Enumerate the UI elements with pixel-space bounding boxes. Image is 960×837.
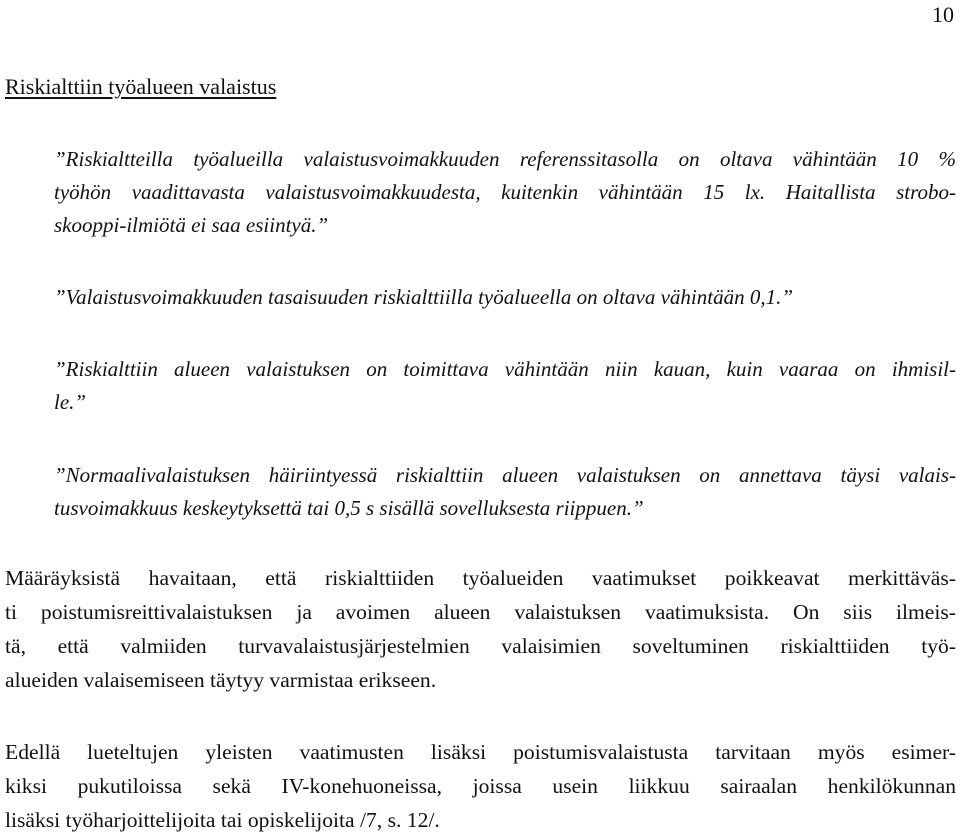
quote-line: skooppi-ilmiötä ei saa esiintyä.” [54, 213, 329, 237]
paragraph-line: Määräyksistä havaitaan, että riskialttiiden työalueiden vaatimukset poikkeavat merkittäväs- [5, 566, 956, 590]
quote-block [54, 143, 956, 242]
quote-line: le.” [54, 390, 87, 414]
paragraph-line: kiksi pukutiloissa sekä IV-konehuoneissa, joissa usein liikkuu sairaalan henkilökunnan [5, 774, 956, 798]
paragraph-line: tä, että valmiiden turvavalaistusjärjestelmien valaisimien soveltuminen riskialttiiden työ- [5, 634, 956, 658]
quote-block [54, 459, 956, 525]
quote-line: ”Riskialttiin alueen valaistuksen on toimittava vähintään niin kauan, kuin vaaraa on ihmisil- [54, 357, 956, 381]
section-heading: Riskialttiin työalueen valaistus [5, 74, 277, 99]
quote-line: ”Normaalivalaistuksen häiriintyessä riskialttiin alueen valaistuksen on annettava täysi valais- [54, 463, 956, 487]
quote-block [54, 281, 956, 314]
quote-line: työhön vaadittavasta valaistusvoimakkuudesta, kuitenkin vähintään 15 lx. Haitallista strobo- [54, 180, 956, 204]
quote-block [54, 353, 956, 419]
page-number: 10 [932, 2, 954, 27]
paragraph-line: lisäksi työharjoittelijoita tai opiskelijoita /7, s. 12/. [5, 808, 440, 832]
body-paragraph [5, 561, 956, 697]
quote-line: ”Riskialtteilla työalueilla valaistusvoimakkuuden referenssitasolla on oltava vähintään 10 % [54, 147, 956, 171]
body-paragraph [5, 735, 956, 837]
paragraph-line: Edellä lueteltujen yleisten vaatimusten lisäksi poistumisvalaistusta tarvitaan myös esimer- [5, 740, 956, 764]
quote-line: ”Valaistusvoimakkuuden tasaisuuden riskialttiilla työalueella on oltava vähintään 0,1.” [54, 285, 794, 309]
quote-line: tusvoimakkuus keskeytyksettä tai 0,5 s sisällä sovelluksesta riippuen.” [54, 496, 644, 520]
paragraph-line: ti poistumisreittivalaistuksen ja avoimen alueen valaistuksen vaatimuksista. On siis ilmeis- [5, 600, 956, 624]
paragraph-line: alueiden valaisemiseen täytyy varmistaa erikseen. [5, 668, 437, 692]
